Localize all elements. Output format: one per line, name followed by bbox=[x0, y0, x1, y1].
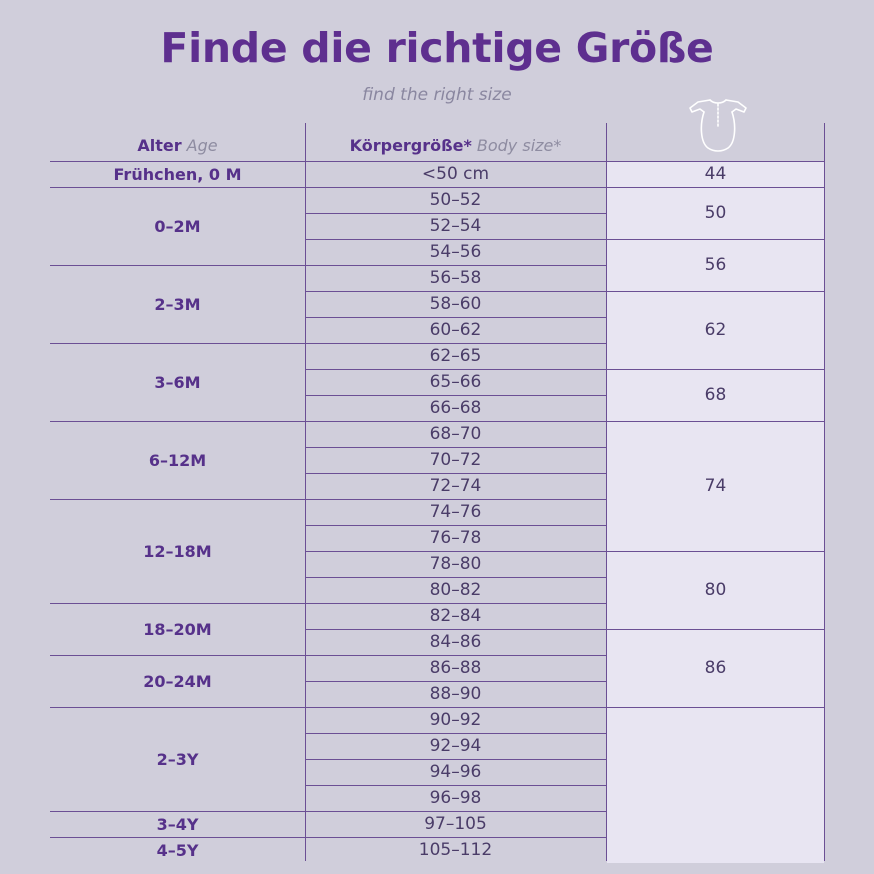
body-size-row-divider bbox=[305, 239, 607, 240]
age-cell: 2–3M bbox=[154, 294, 201, 314]
body-size-cell: 92–94 bbox=[429, 736, 482, 756]
age-column-header bbox=[50, 132, 305, 158]
body-size-cell: 88–90 bbox=[429, 684, 482, 704]
body-size-cell: 60–62 bbox=[429, 320, 482, 340]
table-first-row-border bbox=[50, 187, 824, 188]
body-size-cell: 97–105 bbox=[424, 814, 487, 834]
body-size-row-divider bbox=[305, 681, 607, 682]
body-size-row-divider bbox=[305, 473, 607, 474]
body-size-header-en: Body size* bbox=[476, 135, 562, 155]
body-size-row-divider bbox=[305, 421, 607, 422]
size-cell: 68 bbox=[704, 385, 727, 405]
body-size-header-de: Körpergröße* bbox=[349, 135, 472, 155]
age-cell: 18–20M bbox=[143, 619, 212, 639]
body-size-row-divider bbox=[305, 317, 607, 318]
size-cell: 80 bbox=[704, 580, 727, 600]
body-size-cell: 74–76 bbox=[429, 502, 482, 522]
body-size-row-divider bbox=[305, 811, 607, 812]
body-size-cell: 94–96 bbox=[429, 762, 482, 782]
body-size-column-header bbox=[305, 132, 606, 158]
body-size-cell: 96–98 bbox=[429, 788, 482, 808]
sleeping-bag-icon bbox=[688, 92, 748, 156]
age-cell: 3–6M bbox=[154, 372, 201, 392]
age-header-en: Age bbox=[186, 135, 218, 155]
size-cell bbox=[607, 707, 824, 863]
body-size-row-divider bbox=[305, 577, 607, 578]
size-cell: 50 bbox=[704, 203, 727, 223]
body-size-row-divider bbox=[305, 447, 607, 448]
age-cell: 20–24M bbox=[143, 671, 212, 691]
age-cell: 0–2M bbox=[154, 216, 201, 236]
body-size-row-divider bbox=[305, 525, 607, 526]
body-size-cell: 52–54 bbox=[429, 216, 482, 236]
column-divider bbox=[824, 123, 825, 861]
body-size-row-divider bbox=[305, 655, 607, 656]
age-cell: 6–12M bbox=[148, 450, 207, 470]
body-size-row-divider bbox=[305, 837, 607, 838]
page-subtitle: find the right size bbox=[362, 85, 512, 105]
body-size-cell: 82–84 bbox=[429, 606, 482, 626]
age-header-de: Alter bbox=[137, 135, 182, 155]
body-size-cell: 84–86 bbox=[429, 632, 482, 652]
body-size-row-divider bbox=[305, 213, 607, 214]
body-size-row-divider bbox=[305, 369, 607, 370]
size-cell: 44 bbox=[704, 164, 727, 184]
body-size-cell: 65–66 bbox=[429, 372, 482, 392]
body-size-cell: 72–74 bbox=[429, 476, 482, 496]
body-size-row-divider bbox=[305, 291, 607, 292]
body-size-cell: 80–82 bbox=[429, 580, 482, 600]
size-cell: 56 bbox=[704, 255, 727, 275]
body-size-row-divider bbox=[305, 785, 607, 786]
body-size-cell: 56–58 bbox=[429, 268, 482, 288]
age-cell: 2–3Y bbox=[156, 749, 199, 769]
body-size-cell: 70–72 bbox=[429, 450, 482, 470]
body-size-cell: 76–78 bbox=[429, 528, 482, 548]
body-size-row-divider bbox=[305, 629, 607, 630]
body-size-cell: 62–65 bbox=[429, 346, 482, 366]
body-size-row-divider bbox=[305, 707, 607, 708]
body-size-row-divider bbox=[305, 603, 607, 604]
size-cell: 74 bbox=[704, 476, 727, 496]
body-size-row-divider bbox=[305, 551, 607, 552]
body-size-cell: 58–60 bbox=[429, 294, 482, 314]
body-size-cell: 78–80 bbox=[429, 554, 482, 574]
size-cell: 62 bbox=[704, 320, 727, 340]
age-cell: 12–18M bbox=[143, 541, 212, 561]
body-size-cell: 86–88 bbox=[429, 658, 482, 678]
body-size-cell: <50 cm bbox=[421, 164, 490, 184]
body-size-row-divider bbox=[305, 733, 607, 734]
body-size-row-divider bbox=[305, 395, 607, 396]
page-title: Finde die richtige Größe bbox=[160, 24, 714, 72]
body-size-cell: 68–70 bbox=[429, 424, 482, 444]
age-cell: 3–4Y bbox=[156, 814, 199, 834]
age-cell: Frühchen, 0 M bbox=[113, 164, 242, 184]
body-size-row-divider bbox=[305, 499, 607, 500]
body-size-cell: 105–112 bbox=[418, 840, 493, 860]
body-size-row-divider bbox=[305, 343, 607, 344]
body-size-cell: 90–92 bbox=[429, 710, 482, 730]
body-size-row-divider bbox=[305, 759, 607, 760]
body-size-cell: 54–56 bbox=[429, 242, 482, 262]
body-size-cell: 66–68 bbox=[429, 398, 482, 418]
body-size-row-divider bbox=[305, 265, 607, 266]
age-cell: 4–5Y bbox=[156, 840, 199, 860]
size-cell: 86 bbox=[704, 658, 727, 678]
body-size-cell: 50–52 bbox=[429, 190, 482, 210]
